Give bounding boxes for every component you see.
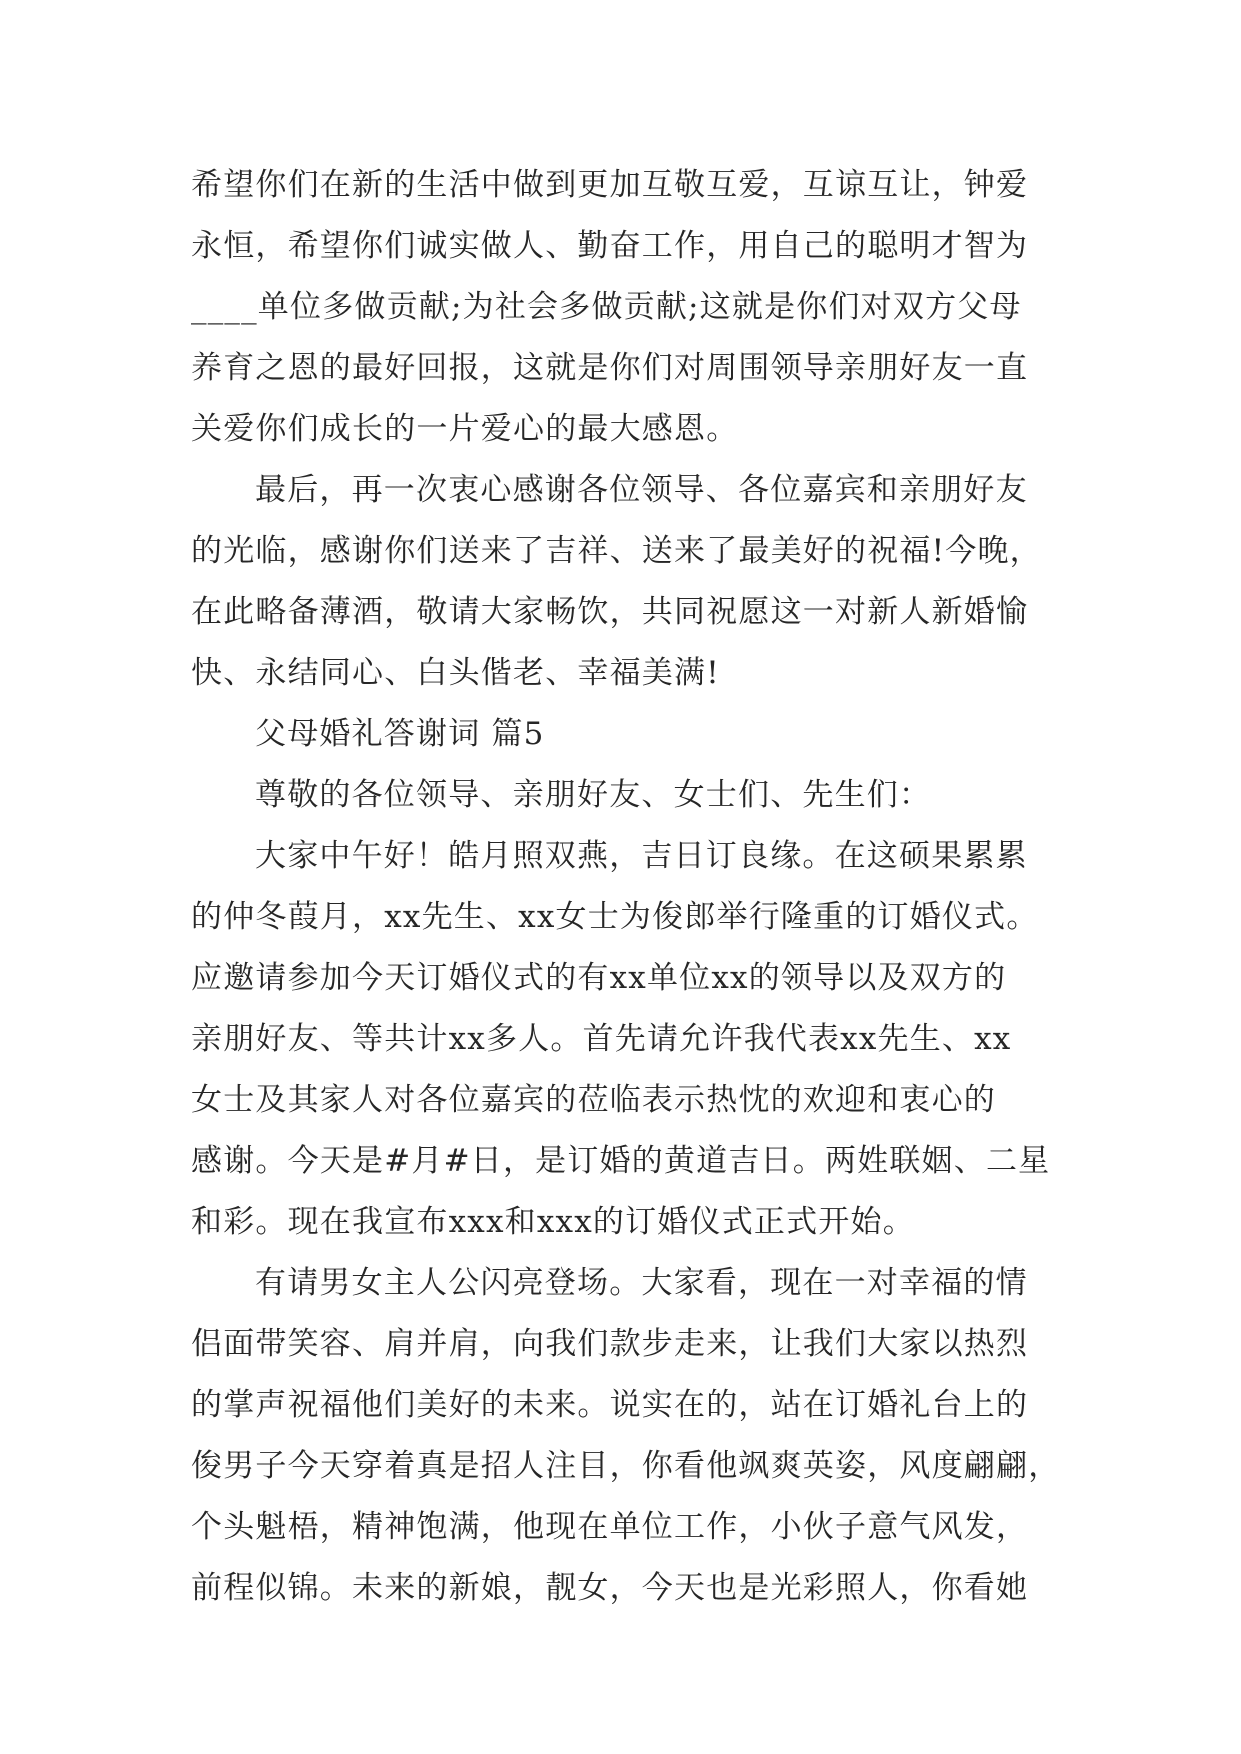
text-line: 希望你们在新的生活中做到更加互敬互爱，互谅互让，钟爱	[191, 167, 1029, 203]
paragraph-start-line: 有请男女主人公闪亮登场。大家看，现在一对幸福的情	[255, 1265, 1028, 1301]
text-line: 快、永结同心、白头偕老、幸福美满!	[191, 655, 720, 691]
text-line: 在此略备薄酒，敬请大家畅饮，共同祝愿这一对新人新婚愉	[191, 594, 1029, 630]
section-heading: 父母婚礼答谢词 篇5	[255, 716, 545, 752]
text-line: 俊男子今天穿着真是招人注目，你看他飒爽英姿，风度翩翩，	[191, 1448, 1061, 1484]
text-line: 侣面带笑容、肩并肩，向我们款步走来，让我们大家以热烈	[191, 1326, 1029, 1362]
paragraph-start-line: 大家中午好！皓月照双燕，吉日订良缘。在这硕果累累	[255, 838, 1028, 874]
text-line: 关爱你们成长的一片爱心的最大感恩。	[191, 411, 739, 447]
text-line: 个头魁梧，精神饱满，他现在单位工作，小伙子意气风发，	[191, 1509, 1029, 1545]
text-line: 前程似锦。未来的新娘，靓女，今天也是光彩照人，你看她	[191, 1570, 1029, 1606]
text-line: 女士及其家人对各位嘉宾的莅临表示热忱的欢迎和衷心的	[191, 1082, 996, 1118]
text-line: 和彩。现在我宣布xxx和xxx的订婚仪式正式开始。	[191, 1204, 915, 1240]
text-line: 的光临，感谢你们送来了吉祥、送来了最美好的祝福!今晚，	[191, 533, 1042, 569]
text-line: 亲朋好友、等共计xx多人。首先请允许我代表xx先生、xx	[191, 1021, 1012, 1057]
text-line: ____单位多做贡献;为社会多做贡献;这就是你们对双方父母	[191, 289, 1022, 325]
text-line: 的掌声祝福他们美好的未来。说实在的，站在订婚礼台上的	[191, 1387, 1029, 1423]
text-line: 应邀请参加今天订婚仪式的有xx单位xx的领导以及双方的	[191, 960, 1007, 996]
text-line: 永恒，希望你们诚实做人、勤奋工作，用自己的聪明才智为	[191, 228, 1029, 264]
text-line: 感谢。今天是#月#日，是订婚的黄道吉日。两姓联姻、二星	[191, 1143, 1051, 1179]
text-line: 养育之恩的最好回报，这就是你们对周围领导亲朋好友一直	[191, 350, 1029, 386]
text-line: 的仲冬葭月，xx先生、xx女士为俊郎举行隆重的订婚仪式。	[191, 899, 1039, 935]
paragraph-start-line: 最后，再一次衷心感谢各位领导、各位嘉宾和亲朋好友	[255, 472, 1028, 508]
salutation-line: 尊敬的各位领导、亲朋好友、女士们、先生们：	[255, 777, 932, 813]
document-body	[191, 155, 1061, 1619]
